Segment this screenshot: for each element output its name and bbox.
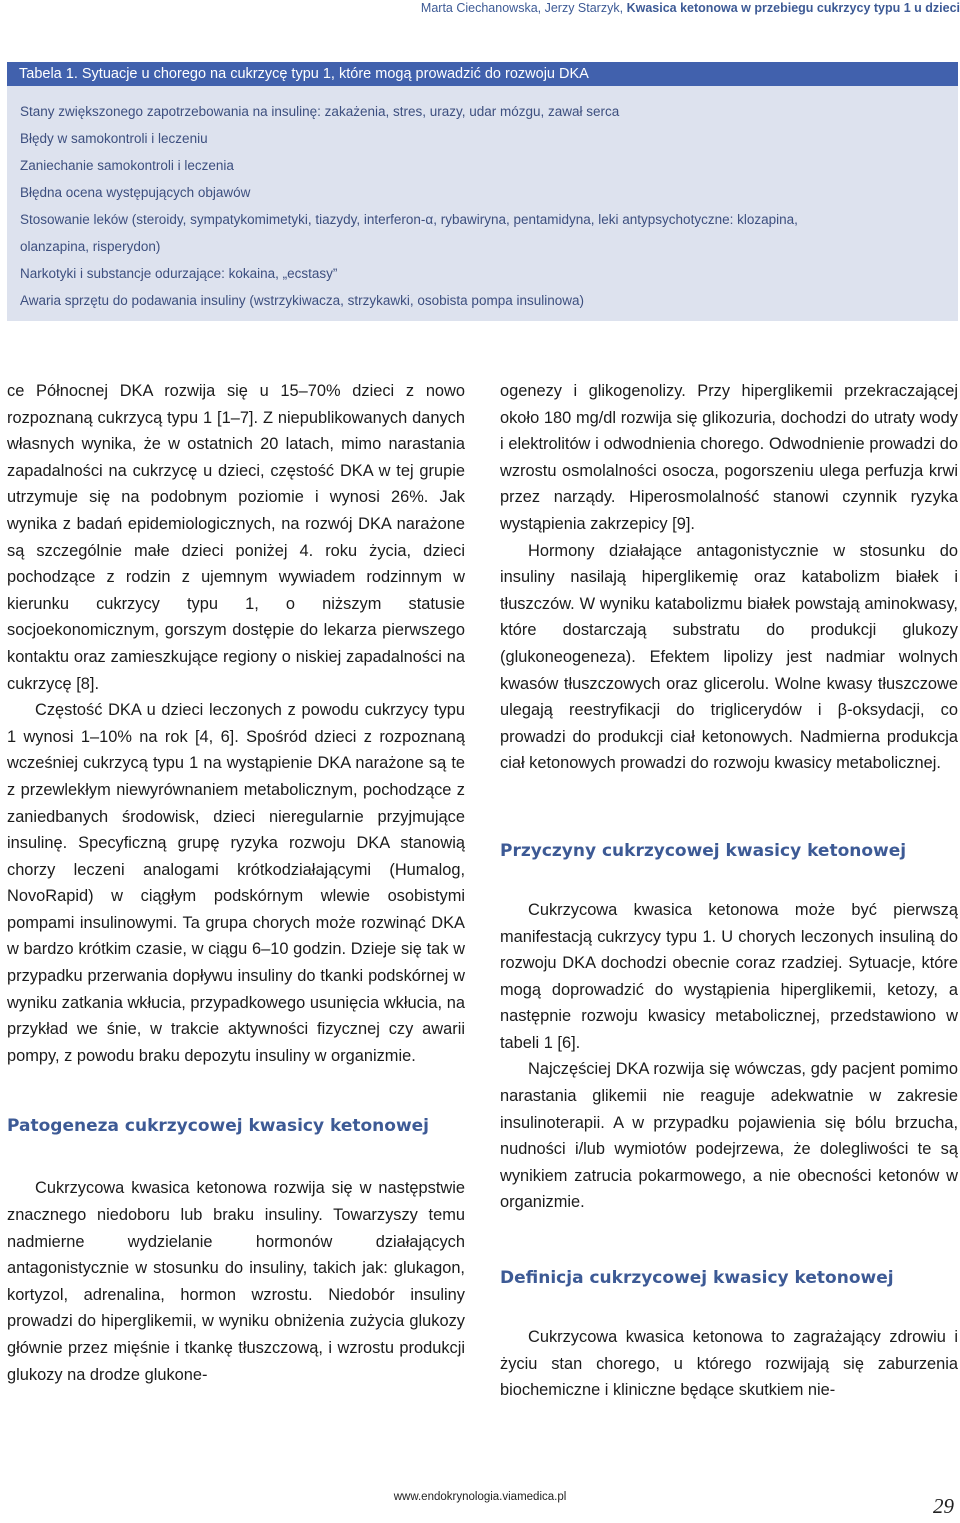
body-paragraph: Cukrzycowa kwasica ketonowa może być pierwszą manifestacją cukrzycy typu 1. U chorych leczonych insuliną do rozwoju DKA dochodzi obecnie coraz rzadziej. Sytuacje, które mogą doprowadzić do wystąpienia hiperglikemii, ketozy, a następnie rozwoju kwasicy metabolicznej, przedstawiono w tabeli 1 [6]. [500,900,958,1052]
table-title-bar [7,62,958,86]
body-paragraph: Cukrzycowa kwasica ketonowa rozwija się w następstwie znacznego niedoboru lub braku insuliny. Towarzyszy temu nadmierne wydzielanie hormonów działających antagonistycznie w stosunku do insuliny, takich jak: glukagon, kortyzol, adrenalina, hormon wzrostu. Niedobór insuliny prowadzi do hiperglikemii, w wyniku obniżenia zużycia glukozy głównie przez mięśnie i tkankę tłuszczową, i wzrostu produkcji glukozy na drodze glukone- [7,1179,465,1384]
section-heading-definition: Definicja cukrzycowej kwasicy ketonowej [500,1268,894,1289]
header-title: Kwasica ketonowa w przebiegu cukrzycy typu 1 u dzieci [626,1,960,15]
body-paragraph: ce Północnej DKA rozwija się u 15–70% dzieci z nowo rozpoznaną cukrzycą typu 1 [1–7]. Z niepublikowanych danych własnych wynika, że w ostatnich 20 latach, mimo narastania zapadalności na cukrzycę u dzieci, częstość DKA w tej grupie utrzymuje się na podobnym poziomie i wynosi 26%. Jak wynika z badań epidemiologicznych, na rozwój DKA narażone są szczególnie małe dzieci poniżej 4. roku życia, dzieci pochodzące z rodzin z ujemnym wywiadem rodzinnym w kierunku cukrzycy typu 1, o niższym statusie socjoekonomicznym, gorszym dostępie do lekarza pierwszego kontaktu oraz zamieszkujące regiony o niskiej zapadalności na cukrzycę [8]. [7,382,465,693]
body-paragraph: Częstość DKA u dzieci leczonych z powodu cukrzycy typu 1 wynosi 1–10% na rok [4, 6]. Spośród dzieci z rozpoznaną wcześniej cukrzycą typu 1 na wystąpienie DKA narażone są te z przewlekłym niewyrównaniem metabolicznym, pochodzące z zaniedbanych środowisk, dzieci nieregularnie przyjmujące insulinę. Specyficzną grupę ryzyka rozwoju DKA stanowią chorzy leczeni analogami krótkodziałającymi (Humalog, NovoRapid) w ciągłym podskórnym wlewie osobistymi pompami insulinowymi. Ta grupa chorych może rozwinąć DKA w bardzo krótkim czasie, w ciągu 6–10 godzin. Dzieje się tak w przypadku przerwania dopływu insuliny do tkanki podskórnej w wyniku zatkania wkłucia, przypadkowego usunięcia wkłucia, na przykład we śnie, w trakcie aktywności fizycznej czy awarii pompy, z powodu braku depozytu insuliny w organizmie. [7,701,465,1065]
table-title: Tabela 1. Sytuacje u chorego na cukrzycę typu 1, które mogą prowadzić do rozwoju DKA [19,66,589,82]
table-row: Błędy w samokontroli i leczeniu [20,131,208,146]
section-heading-causes: Przyczyny cukrzycowej kwasicy ketonowej [500,840,907,861]
body-paragraph: Cukrzycowa kwasica ketonowa to zagrażający zdrowiu i życiu stan chorego, u którego rozwijają się zaburzenia biochemiczne i kliniczne będące skutkiem nie- [500,1328,958,1400]
table-row: Błędna ocena występujących objawów [20,185,251,200]
left-column [7,378,465,1388]
table-row: Narkotyki i substancje odurzające: kokaina, „ecstasy” [20,266,338,281]
page-number: 29 [933,1494,954,1518]
table-row: Zaniechanie samokontroli i leczenia [20,158,234,173]
table-row: Awaria sprzętu do podawania insuliny (wstrzykiwacza, strzykawki, osobista pompa insulinowa) [20,293,584,308]
table-rows [20,98,950,314]
body-paragraph: Najczęściej DKA rozwija się wówczas, gdy pacjent pomimo narastania glikemii nie reaguje adekwatnie w zakresie insulinoterapii. A w przypadku pojawienia się bólu brzucha, nudności i/lub wymiotów podejrzewa, że dolegliwości te są wynikiem zatrucia pokarmowego, a nie obecności ketonów w organizmie. [500,1060,958,1212]
table-row: Stosowanie leków (steroidy, sympatykomimetyki, tiazydy, interferon-α, rybawiryna, pentamidyna, leki antypsychotyczne: klozapina, [20,212,798,227]
table-row: Stany zwiększonego zapotrzebowania na insulinę: zakażenia, stres, urazy, udar mózgu, zawał serca [20,104,620,119]
section-heading-pathogenesis: Patogeneza cukrzycowej kwasicy ketonowej [7,1116,430,1137]
running-header [0,0,960,16]
body-paragraph: ogenezy i glikogenolizy. Przy hiperglikemii przekraczającej około 180 mg/dl rozwija się glikozuria, dochodzi do utraty wody i elektrolitów i odwodnienia chorego. Odwodnienie prowadzi do wzrostu osmolalności osocza, pogorszeniu ulega perfuzja krwi przez narządy. Hiperosmolalność stanowi czynnik ryzyka wystąpienia zakrzepicy [9]. [500,382,958,533]
table-row: olanzapina, risperydon) [20,239,161,254]
header-authors: Marta Ciechanowska, Jerzy Starzyk, [420,1,624,15]
right-column [500,378,958,1404]
footer-url: www.endokrynologia.viamedica.pl [393,1491,567,1503]
body-paragraph: Hormony działające antagonistycznie w stosunku do insuliny nasilają hiperglikemię oraz katabolizm białek i tłuszczów. W wyniku katabolizmu białek powstają aminokwasy, które dostarczają substratu do produkcji glukozy (glukoneogeneza). Efektem lipolizy jest nadmiar wolnych kwasów tłuszczowych oraz glicerolu. Wolne kwasy tłuszczowe ulegają reestryfikacji do triglicerydów i β-oksydacji, co prowadzi do produkcji ciał ketonowych. Nadmierna produkcja ciał ketonowych prowadzi do rozwoju kwasicy metabolicznej. [500,541,958,773]
